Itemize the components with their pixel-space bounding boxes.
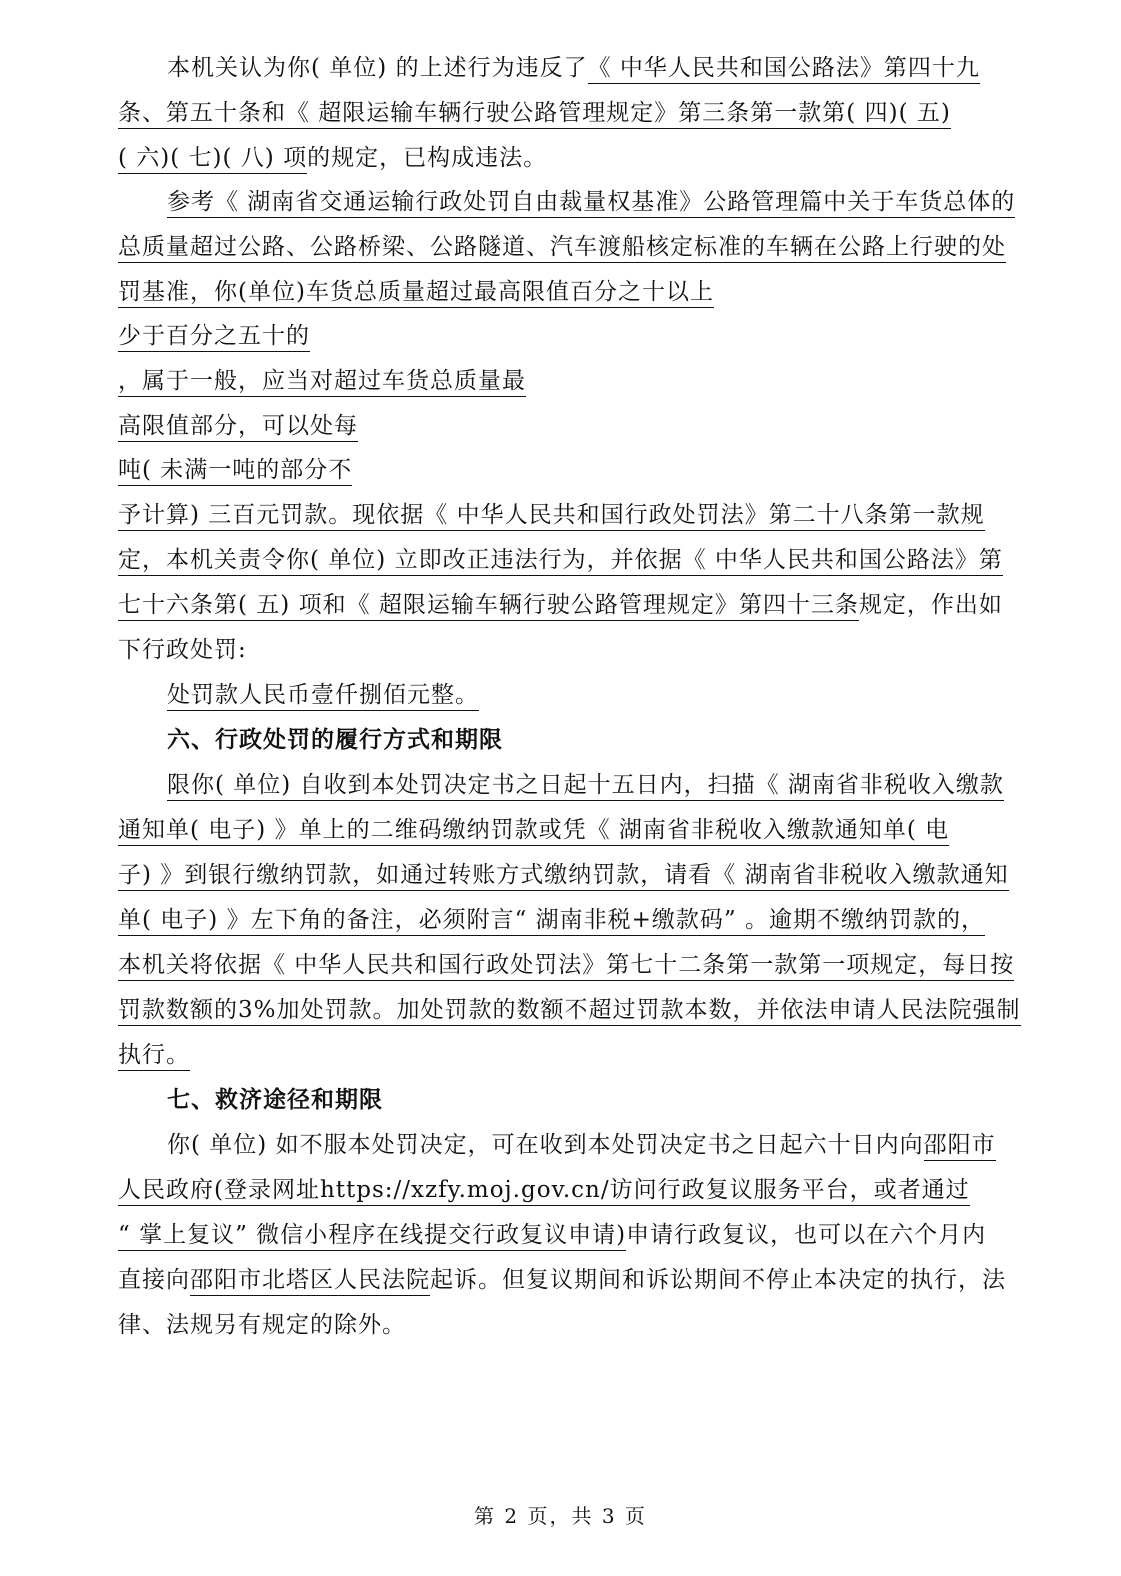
text-segment: 本机关认为你( 单位) 的上述行为违反了 xyxy=(167,55,588,81)
underlined-text: 通知单( 电子) 》单上的二维码缴纳罚款或凭《 湖南省非税收入缴款通知单( 电 xyxy=(118,817,949,846)
text-line xyxy=(118,98,951,128)
underlined-text: 本机关将依据《 中华人民共和国行政处罚法》第七十二条第一款第一项规定，每日按 xyxy=(118,952,1014,981)
underlined-text: 少于百分之五十的 xyxy=(118,323,310,352)
underlined-text: 邵阳市 xyxy=(924,1132,996,1161)
underlined-text: 邵阳市北塔区人民法院 xyxy=(190,1267,430,1296)
text-line xyxy=(118,1310,406,1340)
underlined-text: 罚基准，你(单位)车货总质量超过最高限值百分之十以上 xyxy=(118,279,714,308)
section-heading xyxy=(167,725,503,755)
underlined-text: 执行。 xyxy=(118,1042,190,1071)
text-segment: 律、法规另有规定的除外。 xyxy=(118,1312,406,1338)
text-line xyxy=(118,950,1014,980)
text-line xyxy=(118,815,949,845)
underlined-text: 处罚款人民币壹仟捌佰元整。 xyxy=(167,682,479,711)
text-segment: 下行政处罚: xyxy=(118,637,247,663)
underlined-text: 限你( 单位) 自收到本处罚决定书之日起十五日内，扫描《 湖南省非税收入缴款 xyxy=(167,772,1004,801)
underlined-text: 七十六条第( 五) 项和《 超限运输车辆行驶公路管理规定》第四十三条 xyxy=(118,592,859,621)
underlined-text: 总质量超过公路、公路桥梁、公路隧道、汽车渡船核定标准的车辆在公路上行驶的处 xyxy=(118,234,1006,263)
underlined-text: 人民政府(登录网址https://xzfy.moj.gov.cn/访问行政复议服务平台，或者通过 xyxy=(118,1177,970,1206)
text-line xyxy=(118,232,1006,262)
underlined-text: “ 掌上复议” 微信小程序在线提交行政复议申请) xyxy=(118,1222,626,1251)
text-line xyxy=(167,53,980,83)
underlined-text: 吨( 未满一吨的部分不 xyxy=(118,457,352,486)
underlined-text: 罚款数额的3%加处罚款。加处罚款的数额不超过罚款本数，并依法申请人民法院强制 xyxy=(118,997,1021,1026)
underlined-text: 高限值部分，可以处每 xyxy=(118,413,358,442)
underlined-text: 予计算) 三百元罚款。 xyxy=(118,502,352,531)
text-line xyxy=(167,1130,996,1160)
section-heading xyxy=(167,1085,383,1115)
text-line xyxy=(167,770,1004,800)
text-line xyxy=(118,455,352,485)
page-footer: 第 2 页，共 3 页 xyxy=(474,1504,647,1528)
text-line xyxy=(118,1175,970,1205)
text-line xyxy=(118,277,714,307)
underlined-text: 子) 》到银行缴纳罚款，如通过转账方式缴纳罚款，请看《 湖南省非税收入缴款通知 xyxy=(118,862,1009,891)
underlined-text: 《 中华人民共和国公路法》第四十九 xyxy=(588,55,980,84)
text-line xyxy=(118,1220,986,1250)
text-line xyxy=(118,590,1003,620)
text-line xyxy=(118,366,526,396)
text-segment: 规定，作出如 xyxy=(858,592,1003,618)
underlined-text: 《 中华人民共和国公路法》第 xyxy=(683,547,1003,576)
text-segment: 直接向 xyxy=(118,1267,190,1293)
text-line xyxy=(118,995,1021,1025)
text-segment: 的规定，已构成违法。 xyxy=(307,145,548,171)
text-line xyxy=(167,680,479,710)
underlined-text: 现依据《 中华人民共和国行政处罚法》第二十八条第一款规 xyxy=(352,502,984,531)
text-line xyxy=(118,1040,190,1070)
underlined-text: ( 六)( 七)( 八) 项 xyxy=(118,145,307,174)
text-segment: 起诉。但复议期间和诉讼期间不停止本决定的执行，法 xyxy=(430,1267,1006,1293)
underlined-text: 定，本机关责令你( 单位) 立即改正违法行为，并依据 xyxy=(118,547,683,576)
text-line xyxy=(118,545,1003,575)
text-line xyxy=(118,860,1009,890)
text-line xyxy=(118,635,247,665)
underlined-text: 单( 电子) 》左下角的备注，必须附言“ 湖南非税+缴款码” 。逾期不缴纳罚款的， xyxy=(118,907,985,936)
text-segment: 申请行政复议，也可以在六个月内 xyxy=(626,1222,987,1248)
text-line xyxy=(118,1265,1006,1295)
text-line xyxy=(118,143,547,173)
text-line xyxy=(118,411,358,441)
underlined-text: 参考《 湖南省交通运输行政处罚自由裁量权基准》公路管理篇中关于车货总体的 xyxy=(167,189,1015,218)
underlined-text: 条、第五十条和《 超限运输车辆行驶公路管理规定》第三条第一款第( 四)( 五) xyxy=(118,100,951,129)
text-line xyxy=(118,500,985,530)
text-segment: 七、救济途径和期限 xyxy=(167,1087,383,1113)
text-line xyxy=(167,187,1015,217)
text-line xyxy=(118,905,985,935)
underlined-text: ，属于一般，应当对超过车货总质量最 xyxy=(118,368,526,397)
text-line xyxy=(118,321,310,351)
text-segment: 你( 单位) 如不服本处罚决定，可在收到本处罚决定书之日起六十日内向 xyxy=(167,1132,924,1158)
text-segment: 六、行政处罚的履行方式和期限 xyxy=(167,727,503,753)
